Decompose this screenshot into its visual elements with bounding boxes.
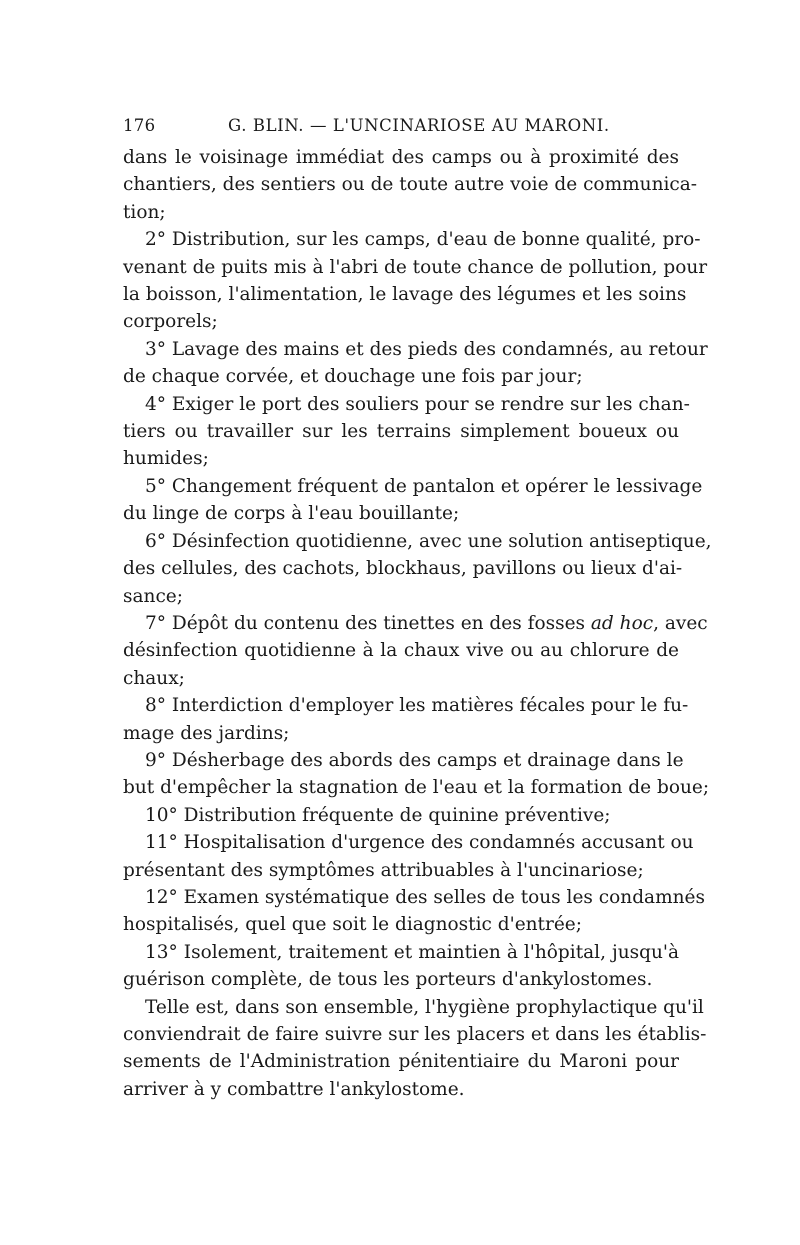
list-item-8-line: 8° Interdiction d'employer les matières fécales pour le fu- bbox=[145, 695, 689, 717]
list-item-7-line bbox=[123, 610, 708, 637]
text-line: venant de puits mis à l'abri de toute chance de pollution, pour bbox=[123, 256, 708, 278]
text-line: sance; bbox=[123, 585, 183, 607]
text-line: chaux; bbox=[123, 667, 185, 689]
list-item-13-line: 13° Isolement, traitement et maintien à l'hôpital, jusqu'à bbox=[145, 941, 679, 963]
text-line: dans le voisinage immédiat des camps ou à proximité des bbox=[123, 147, 679, 168]
list-item-11-line: 11° Hospitalisation d'urgence des condamnés accusant ou bbox=[145, 832, 694, 854]
italic-term: ad hoc bbox=[590, 612, 654, 634]
running-title: G. BLIN. — L'UNCINARIOSE AU MARONI. bbox=[228, 116, 610, 135]
text-line: mage des jardins; bbox=[123, 722, 290, 744]
text-line: désinfection quotidienne à la chaux vive ou au chlorure de bbox=[123, 640, 679, 662]
text-line: de chaque corvée, et douchage une fois par jour; bbox=[123, 366, 583, 388]
list-item-12-line: 12° Examen systématique des selles de tous les condamnés bbox=[145, 886, 705, 908]
list-item-5-line: 5° Changement fréquent de pantalon et opérer le lessivage bbox=[145, 475, 703, 497]
text-line: tion; bbox=[123, 201, 166, 223]
text-line: humides; bbox=[123, 448, 209, 470]
text-line: but d'empêcher la stagnation de l'eau et la formation de boue; bbox=[123, 777, 710, 799]
text-line: la boisson, l'alimentation, le lavage des légumes et les soins bbox=[123, 284, 687, 306]
list-item-2-line: 2° Distribution, sur les camps, d'eau de bonne qualité, pro- bbox=[145, 229, 701, 251]
list-item-10-line: 10° Distribution fréquente de quinine préventive; bbox=[145, 804, 611, 826]
text-segment: 7° Dépôt du contenu des tinettes en des fosses bbox=[145, 612, 591, 634]
text-line: sements de l'Administration pénitentiaire du Maroni pour bbox=[123, 1051, 679, 1073]
text-line: conviendrait de faire suivre sur les placers et dans les établis- bbox=[123, 1024, 707, 1045]
text-line: guérison complète, de tous les porteurs d'ankylostomes. bbox=[123, 969, 653, 991]
page-number: 176 bbox=[123, 116, 156, 135]
conclusion-line: Telle est, dans son ensemble, l'hygiène prophylactique qu'il bbox=[145, 996, 704, 1018]
text-line: tiers ou travailler sur les terrains simplement boueux ou bbox=[123, 421, 679, 443]
list-item-3-line: 3° Lavage des mains et des pieds des condamnés, au retour bbox=[145, 338, 708, 360]
text-line: hospitalisés, quel que soit le diagnostic d'entrée; bbox=[123, 914, 582, 936]
text-segment: , avec bbox=[653, 612, 708, 634]
text-line: chantiers, des sentiers ou de toute autre voie de communica- bbox=[123, 174, 698, 196]
list-item-9-line: 9° Désherbage des abords des camps et drainage dans le bbox=[145, 749, 684, 771]
text-line: corporels; bbox=[123, 311, 218, 333]
list-item-6-line: 6° Désinfection quotidienne, avec une solution antiseptique, bbox=[145, 530, 712, 552]
text-line: des cellules, des cachots, blockhaus, pavillons ou lieux d'ai- bbox=[123, 558, 683, 580]
book-page bbox=[123, 116, 712, 1103]
running-head bbox=[123, 116, 679, 142]
text-line: présentant des symptômes attribuables à l'uncinariose; bbox=[123, 859, 644, 881]
text-line: arriver à y combattre l'ankylostome. bbox=[123, 1078, 465, 1100]
list-item-4-line: 4° Exiger le port des souliers pour se rendre sur les chan- bbox=[145, 393, 690, 415]
text-line: du linge de corps à l'eau bouillante; bbox=[123, 503, 460, 525]
body-text bbox=[123, 144, 712, 1103]
